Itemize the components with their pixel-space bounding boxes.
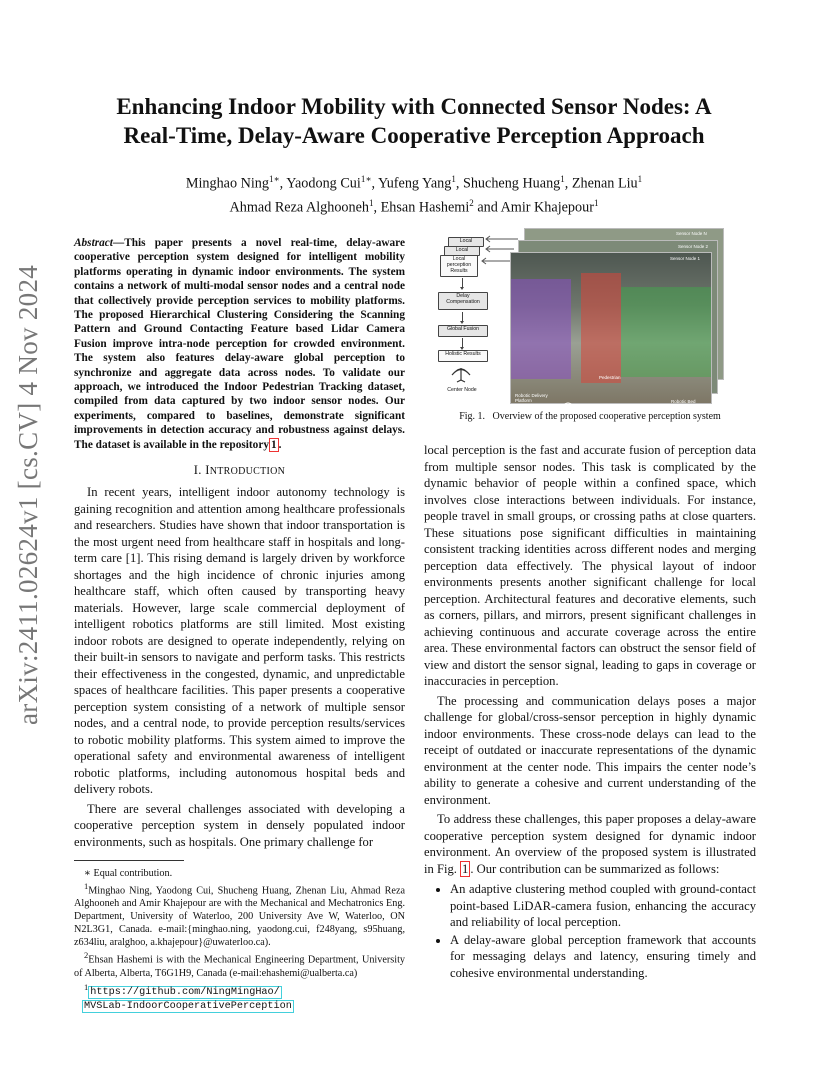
center-node-label: Center Node — [447, 387, 477, 393]
left-column-body — [74, 484, 405, 850]
author-name: Yufeng Yang — [378, 175, 452, 192]
author-affiliation-mark: 1 — [593, 197, 599, 208]
figure-caption — [424, 410, 756, 424]
contrib-text-end: . Our contribution can be summarized as follows: — [470, 861, 720, 876]
footnote-mark: 2 — [84, 950, 89, 961]
author-name: Ehsan Hashemi — [380, 199, 470, 216]
list-item: • An adaptive clustering method coupled with ground-contact point-based LiDAR-camera fusion, enhancing the accuracy and reliability of local perception. — [450, 881, 756, 931]
author-line-1: Minghao Ning$^{1∗}$, Yaodong Cui$^{1∗}$, Yufeng Yang$^1$, Shucheng Huang$^1$, Zhenan Liu$^1$ — [185, 174, 643, 192]
footnote-ref-link[interactable]: 1 — [270, 438, 277, 451]
flow-box-local: Local — [448, 237, 484, 247]
section-number: I. — [193, 463, 202, 477]
flow-box-global-fusion: Global Fusion — [438, 325, 488, 337]
author-affiliation-mark: 1 — [560, 174, 565, 184]
footnote-repository — [74, 981, 405, 999]
bed-platform-label: Robotic Bed Platform — [671, 399, 696, 409]
flow-box-holistic-results: Holistic Results — [438, 350, 488, 362]
author-name: Shucheng Huang — [462, 175, 561, 192]
section-title-rest: NTRODUCTION — [209, 466, 286, 477]
contribution-list — [424, 881, 756, 981]
repository-link-cont[interactable]: MVSLab-IndoorCooperativePerception — [84, 1001, 292, 1013]
contrib-text: To address these challenges, this paper proposes a delay-aware cooperative perception system designed for dynamic indoor environment. An overview of the proposed system is illustrated in Fig. — [424, 812, 756, 876]
sensor-node-2-label: Sensor Node 2 — [678, 244, 709, 249]
footnote-mark: 1 — [84, 881, 89, 891]
author-list — [70, 170, 758, 217]
footnote-mark: 1 — [84, 981, 89, 992]
footnote-text: Minghao Ning, Yaodong Cui, Shucheng Huang, Zhenan Liu, Ahmad Reza Alghooneh and Amir Khajepour are with the Mechanical and Mechatronics Eng. Department, University of Waterloo, 200 University Ave W, Waterloo, ON N2L3G1, Canada. e-mail:{minghao.ning, yaodong.cui, f248yang, s95huang, z634liu, aralghoo, a.khajepour}@uwaterloo.ca). — [74, 885, 405, 949]
bed-platform-overlay — [621, 287, 711, 377]
sensor-node-n-label: Sensor Node N — [676, 231, 707, 236]
figure-ref-link[interactable]: 1 — [462, 861, 469, 876]
paragraph-contributions — [424, 811, 756, 877]
footnote-rule — [74, 860, 184, 861]
flow-box-local-results: Local perception Results — [440, 255, 478, 277]
abstract-end: . — [278, 438, 282, 451]
author-name: Zhenan Liu — [571, 175, 638, 192]
center-node-icon — [448, 366, 474, 386]
author-name: Amir Khajepour — [500, 199, 594, 216]
delivery-platform-label: Robotic Delivery Platform — [515, 393, 548, 403]
author-affiliation-mark: 1 — [369, 197, 374, 208]
list-item: • A delay-aware global perception framework that accounts for messaging delays and latency, ensuring timely and cohesive environmental understanding. — [450, 932, 756, 982]
repository-link[interactable]: https://github.com/NingMingHao/ — [90, 987, 280, 999]
flow-box-local: Local — [444, 246, 480, 256]
right-column-body — [424, 442, 756, 982]
paragraph: In recent years, intelligent indoor autonomy technology is gaining recognition and attention among healthcare professionals and researchers. Studies have shown that indoor transportation is the most urgent need from healthcare staff in hospitals and long-term care [1]. This rising demand is largely driven by workforce shortages and the high incidence of chronic injuries among healthcare staff, which often caused by transporting heavy materials. However, large scale commercial deployment of intelligent robotics platforms are still limited. Most existing indoor robots are designed to operate independently, relying on their built-in sensors to navigate and perform tasks. This restricts their effectiveness in the congested, dynamic, and unpredictable spaces of healthcare facilities. This paper presents a cooperative perception system consisting of a network of multiple sensor nodes, and a central node, to provide perception results/services to robotic mobility platforms. This system aimed to improve the operational safety and environmental awareness of intelligent robotic platforms, including autonomous hospital beds and delivery robots. — [74, 485, 405, 796]
section-heading-introduction — [74, 462, 405, 481]
paragraph: There are several challenges associated with developing a cooperative perception system in densely populated indoor environments, such as hospitals. One primary challenge for — [74, 801, 405, 849]
author-name: Yaodong Cui — [286, 175, 361, 192]
data-flow-arrows — [480, 234, 520, 270]
footnote-repository-cont — [72, 999, 405, 1013]
pedestrian-overlay — [581, 273, 621, 383]
author-line-2: Ahmad Reza Alghooneh$^1$, Ehsan Hashemi$^2$ and Amir Khajepour$^1$ — [229, 197, 599, 216]
flow-arrow — [462, 312, 463, 322]
author-affiliation-mark: 1 — [451, 174, 456, 184]
paragraph: local perception is the fast and accurate fusion of perception data from multiple sensor nodes. This task is complicated by the dynamic behavior of people within a confined space, which involves close interactions between individuals. For instance, people travel in small groups, or crossing paths at close quarters. These situations pose significant difficulties in maintaining consistent tracking identities across different nodes and merging perception data effectively. The physical layout of indoor environments presents another significant challenge for local perception. Architectural features and decorative elements, such as corners, pillars, and mirrors, present significant challenges in achieving continuous and accurate coverage across the entire area. These environmental factors can obstruct the sensor field of view and distort the sensor signal, leading to gaps in coverage or inaccuracies in perception. — [424, 443, 756, 688]
paragraph: The processing and communication delays poses a major challenge for global/cross-sensor perception in highly dynamic indoor environments. These cross-node delays can lead to the receipt of outdated or inaccurate representations of the dynamic environment at the center node. This impairs the center node’s ability to generate a cohesive and current understanding of the environment. — [424, 693, 756, 807]
figure-caption-text: Overview of the proposed cooperative perception system — [492, 411, 721, 422]
figure-1 — [426, 226, 726, 409]
scene-panel-front — [510, 252, 712, 409]
sensor-node-1-label: Sensor Node 1 — [670, 256, 701, 261]
arxiv-identifier: arXiv:2411.02624v1 [cs.CV] 4 Nov 2024 — [13, 264, 43, 725]
author-affiliation-mark: 1∗ — [360, 174, 372, 184]
footnote-equal: ∗ Equal contribution. — [84, 868, 173, 879]
title-line-2: Real-Time, Delay-Aware Cooperative Perception Approach — [123, 123, 705, 148]
author-name: Ahmad Reza Alghooneh — [229, 199, 370, 216]
footnote-text: Ehsan Hashemi is with the Mechanical Engineering Department, University of Alberta, Alberta, T6G1H9, Canada (e-mail:ehashemi@ualberta.ca) — [74, 954, 405, 979]
flow-arrow — [462, 338, 463, 348]
author-name: Minghao Ning — [185, 175, 269, 192]
title-line-1: Enhancing Indoor Mobility with Connected Sensor Nodes: A — [116, 94, 712, 119]
abstract-text: This paper presents a novel real-time, delay-aware cooperative perception system designed for intelligent mobility platforms operating in dynamic indoor environments. The system contains a network of multi-modal sensor nodes and a central node that collectively provide perception services to mobility platforms. The proposed Hierarchical Clustering Considering the Scanning Pattern and Ground Contacting Feature based Lidar Camera Fusion improve intra-node perception for crowded environment. The system also features delay-aware global perception to synchronize and aggregate data across nodes. To validate our approach, we introduced the Indoor Pedestrian Tracking dataset, compiled from data captured by two indoor sensor nodes. Our experiments, compared to baselines, demonstrate significant improvements in detection accuracy and robustness against delays. The dataset is available in the repository — [74, 237, 405, 451]
footnotes — [74, 867, 405, 1013]
pedestrian-label: Pedestrian — [599, 375, 621, 380]
section-title-initial: I — [205, 463, 210, 477]
figure-caption-label: Fig. 1. — [459, 411, 486, 422]
paper-title — [70, 92, 758, 150]
abstract-label: Abstract — [74, 237, 113, 249]
abstract: Abstract—This paper presents a novel real-time, delay-aware cooperative perception system designed for intelligent mobility platforms operating in dynamic indoor environments. The system contains a network of multi-modal sensor nodes and a central node that collectively provide perception services to mobility platforms. The proposed Hierarchical Clustering Considering the Scanning Pattern and Ground Contacting Feature based Lidar Camera Fusion improve intra-node perception for crowded environment. The system also features delay-aware global perception to synchronize and aggregate data across nodes. To validate our approach, we introduced the Indoor Pedestrian Tracking dataset, compiled from data captured by two indoor sensor nodes. Our experiments, compared to baselines, demonstrate significant improvements in detection accuracy and robustness against delays. The dataset is available in the repository 1 . — [74, 237, 405, 451]
author-affiliation-mark: 1∗ — [268, 174, 280, 184]
author-affiliation-mark: 1 — [637, 174, 643, 184]
flow-arrow — [462, 278, 463, 288]
flow-box-delay-compensation: Delay Compensation — [438, 292, 488, 310]
author-affiliation-mark: 2 — [469, 197, 474, 208]
footnote-affiliation-2 — [74, 949, 405, 979]
footnote-affiliation-1 — [74, 880, 405, 949]
delivery-robot-overlay — [511, 279, 571, 379]
